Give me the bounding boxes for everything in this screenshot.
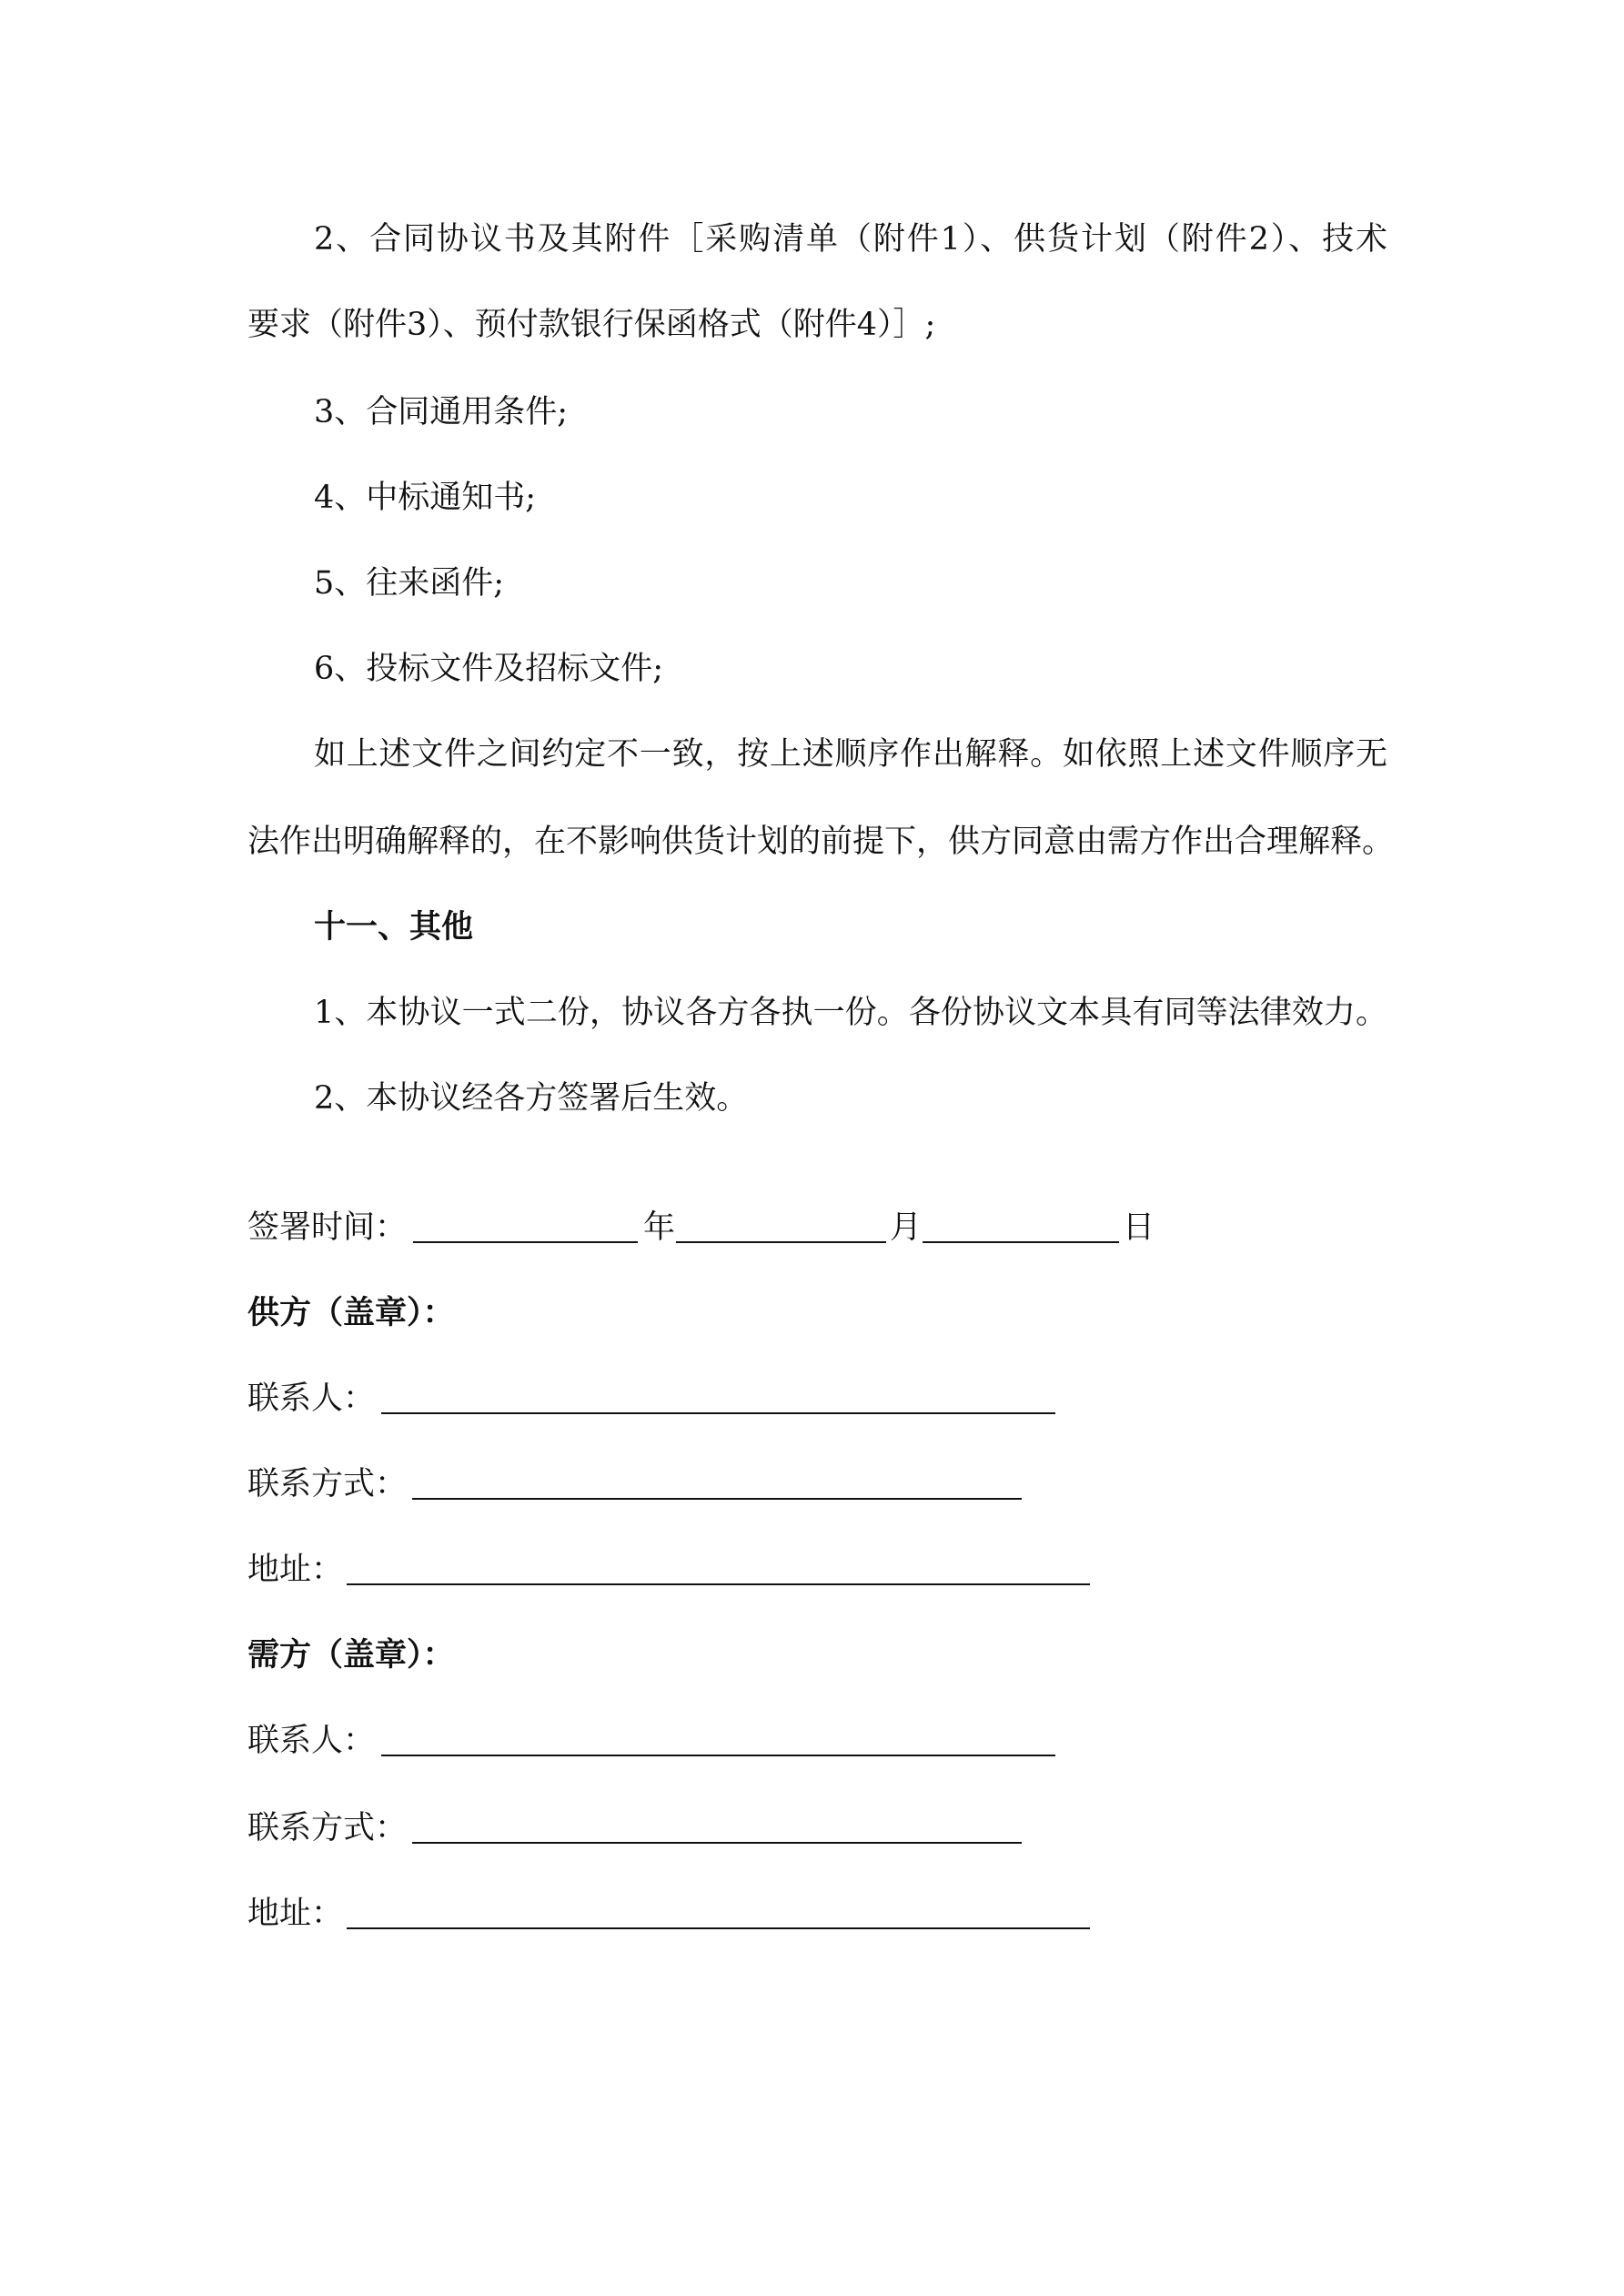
day-label: 日 bbox=[1123, 1209, 1155, 1246]
clause-item-4: 4、中标通知书; bbox=[314, 480, 537, 516]
section-11-item-1: 1、本协议一式二份，协议各方各执一份。各份协议文本具有同等法律效力。 bbox=[314, 995, 1387, 1031]
buyer-heading: 需方（盖章）： bbox=[247, 1637, 455, 1674]
clause-item-2-line-2: 要求（附件3）、预付款银行保函格式（附件4）］; bbox=[247, 307, 936, 343]
supplier-contact-label: 联系人： bbox=[247, 1381, 376, 1417]
month-label: 月 bbox=[890, 1209, 923, 1246]
supplier-heading: 供方（盖章）： bbox=[247, 1295, 455, 1331]
year-blank[interactable] bbox=[413, 1241, 638, 1243]
supplier-address-blank[interactable] bbox=[347, 1583, 1090, 1585]
section-11-item-2: 2、本协议经各方签署后生效。 bbox=[314, 1080, 749, 1117]
supplier-contact-blank[interactable] bbox=[381, 1412, 1055, 1414]
supplier-phone-label: 联系方式： bbox=[247, 1466, 408, 1502]
year-label: 年 bbox=[643, 1209, 676, 1246]
precedence-note-line-1: 如上述文件之间约定不一致，按上述顺序作出解释。如依照上述文件顺序无 bbox=[314, 736, 1387, 773]
clause-item-3: 3、合同通用条件; bbox=[314, 394, 569, 430]
supplier-phone-blank[interactable] bbox=[412, 1498, 1022, 1500]
month-blank[interactable] bbox=[676, 1241, 886, 1243]
clause-item-2-line-1: 2、合同协议书及其附件［采购清单（附件1）、供货计划（附件2）、技术 bbox=[314, 221, 1387, 258]
precedence-note-line-2: 法作出明确解释的，在不影响供货计划的前提下，供方同意由需方作出合理解释。 bbox=[247, 824, 1395, 860]
signing-date-label: 签署时间： bbox=[247, 1209, 408, 1246]
clause-item-6: 6、投标文件及招标文件; bbox=[314, 651, 664, 687]
buyer-phone-blank[interactable] bbox=[412, 1842, 1022, 1844]
buyer-contact-label: 联系人： bbox=[247, 1723, 376, 1759]
supplier-address-label: 地址： bbox=[247, 1552, 344, 1588]
buyer-contact-blank[interactable] bbox=[381, 1755, 1055, 1756]
section-11-heading: 十一、其他 bbox=[314, 909, 474, 946]
day-blank[interactable] bbox=[923, 1241, 1119, 1243]
clause-item-5: 5、往来函件; bbox=[314, 565, 505, 602]
buyer-address-blank[interactable] bbox=[347, 1927, 1090, 1929]
buyer-address-label: 地址： bbox=[247, 1896, 344, 1932]
buyer-phone-label: 联系方式： bbox=[247, 1810, 408, 1846]
